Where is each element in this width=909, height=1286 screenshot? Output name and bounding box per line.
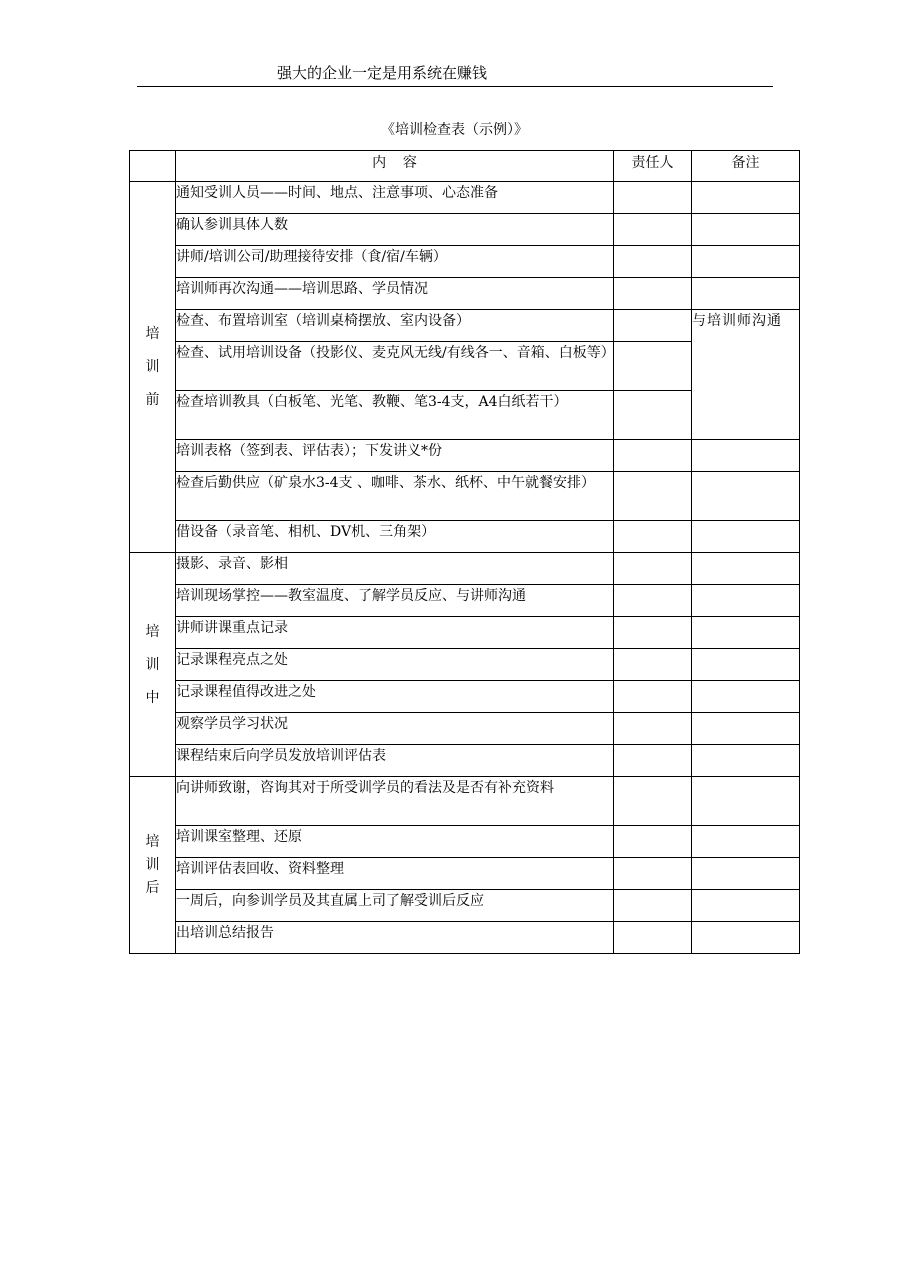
note-cell xyxy=(692,585,800,617)
owner-cell xyxy=(614,826,692,858)
header-notes: 备注 xyxy=(692,151,800,182)
content-cell: 培训师再次沟通——培训思路、学员情况 xyxy=(176,278,614,310)
content-cell: 观察学员学习状况 xyxy=(176,713,614,745)
content-cell: 讲师讲课重点记录 xyxy=(176,617,614,649)
note-cell xyxy=(692,649,800,681)
table-row xyxy=(130,278,800,310)
note-cell xyxy=(692,922,800,954)
content-cell: 检查后勤供应（矿泉水3-4支 、咖啡、茶水、纸杯、中午就餐安排） xyxy=(176,472,614,521)
table-row xyxy=(130,922,800,954)
owner-cell xyxy=(614,553,692,585)
document-title: 《培训检查表（示例）》 xyxy=(381,122,528,138)
content-cell: 出培训总结报告 xyxy=(176,922,614,954)
content-cell: 记录课程亮点之处 xyxy=(176,649,614,681)
note-cell xyxy=(692,826,800,858)
content-cell: 借设备（录音笔、相机、DV机、三角架） xyxy=(176,521,614,553)
note-cell xyxy=(692,617,800,649)
table-row xyxy=(130,214,800,246)
table-row xyxy=(130,713,800,745)
table-row xyxy=(130,521,800,553)
content-cell: 一周后，向参训学员及其直属上司了解受训后反应 xyxy=(176,890,614,922)
owner-cell xyxy=(614,585,692,617)
table-row xyxy=(130,681,800,713)
note-cell xyxy=(692,858,800,890)
content-cell: 讲师/培训公司/助理接待安排（食/宿/车辆） xyxy=(176,246,614,278)
table-row xyxy=(130,182,800,214)
table-row xyxy=(130,440,800,472)
note-cell xyxy=(692,440,800,472)
phase-before: 培 训 前 xyxy=(130,182,176,553)
table-row xyxy=(130,858,800,890)
owner-cell xyxy=(614,713,692,745)
owner-cell xyxy=(614,246,692,278)
owner-cell xyxy=(614,858,692,890)
note-cell xyxy=(692,553,800,585)
content-cell: 培训课室整理、还原 xyxy=(176,826,614,858)
note-cell xyxy=(692,246,800,278)
content-cell: 培训评估表回收、资料整理 xyxy=(176,858,614,890)
owner-cell xyxy=(614,278,692,310)
owner-cell xyxy=(614,214,692,246)
note-communicate-trainer: 与培训师沟通 xyxy=(692,310,800,440)
content-cell: 检查、试用培训设备（投影仪、麦克风无线/有线各一、音箱、白板等） xyxy=(176,342,614,391)
note-cell xyxy=(692,472,800,521)
table-row xyxy=(130,246,800,278)
table-row xyxy=(130,649,800,681)
table-row xyxy=(130,745,800,777)
content-cell: 课程结束后向学员发放培训评估表 xyxy=(176,745,614,777)
owner-cell xyxy=(614,440,692,472)
header-content: 内容 xyxy=(176,151,614,182)
note-cell xyxy=(692,745,800,777)
header-phase xyxy=(130,151,176,182)
table-row xyxy=(130,617,800,649)
owner-cell xyxy=(614,649,692,681)
content-cell: 摄影、录音、影相 xyxy=(176,553,614,585)
owner-cell xyxy=(614,777,692,826)
phase-after: 培 训 后 xyxy=(130,777,176,954)
content-cell: 记录课程值得改进之处 xyxy=(176,681,614,713)
owner-cell xyxy=(614,391,692,440)
content-cell: 培训现场掌控——教室温度、了解学员反应、与讲师沟通 xyxy=(176,585,614,617)
note-cell xyxy=(692,214,800,246)
owner-cell xyxy=(614,681,692,713)
table-row xyxy=(130,310,800,342)
header-owner: 责任人 xyxy=(614,151,692,182)
table-row xyxy=(130,777,800,826)
table-row xyxy=(130,826,800,858)
owner-cell xyxy=(614,472,692,521)
owner-cell xyxy=(614,342,692,391)
owner-cell xyxy=(614,182,692,214)
note-cell xyxy=(692,521,800,553)
table-row xyxy=(130,585,800,617)
owner-cell xyxy=(614,310,692,342)
training-checklist-table xyxy=(129,150,800,954)
owner-cell xyxy=(614,617,692,649)
content-cell: 通知受训人员——时间、地点、注意事项、心态准备 xyxy=(176,182,614,214)
content-cell: 检查、布置培训室（培训桌椅摆放、室内设备） xyxy=(176,310,614,342)
phase-during: 培 训 中 xyxy=(130,553,176,777)
owner-cell xyxy=(614,521,692,553)
table-row xyxy=(130,553,800,585)
table-row xyxy=(130,890,800,922)
content-cell: 向讲师致谢，咨询其对于所受训学员的看法及是否有补充资料 xyxy=(176,777,614,826)
page-header xyxy=(137,62,773,87)
note-cell xyxy=(692,777,800,826)
note-cell xyxy=(692,182,800,214)
content-cell: 确认参训具体人数 xyxy=(176,214,614,246)
owner-cell xyxy=(614,922,692,954)
content-cell: 检查培训教具（白板笔、光笔、教鞭、笔3-4支，A4白纸若干） xyxy=(176,391,614,440)
note-cell xyxy=(692,890,800,922)
table-header-row xyxy=(130,151,800,182)
table-row xyxy=(130,472,800,521)
note-cell xyxy=(692,713,800,745)
content-cell: 培训表格（签到表、评估表）；下发讲义*份 xyxy=(176,440,614,472)
note-cell xyxy=(692,278,800,310)
header-slogan: 强大的企业一定是用系统在赚钱 xyxy=(277,64,488,82)
owner-cell xyxy=(614,890,692,922)
owner-cell xyxy=(614,745,692,777)
note-cell xyxy=(692,681,800,713)
